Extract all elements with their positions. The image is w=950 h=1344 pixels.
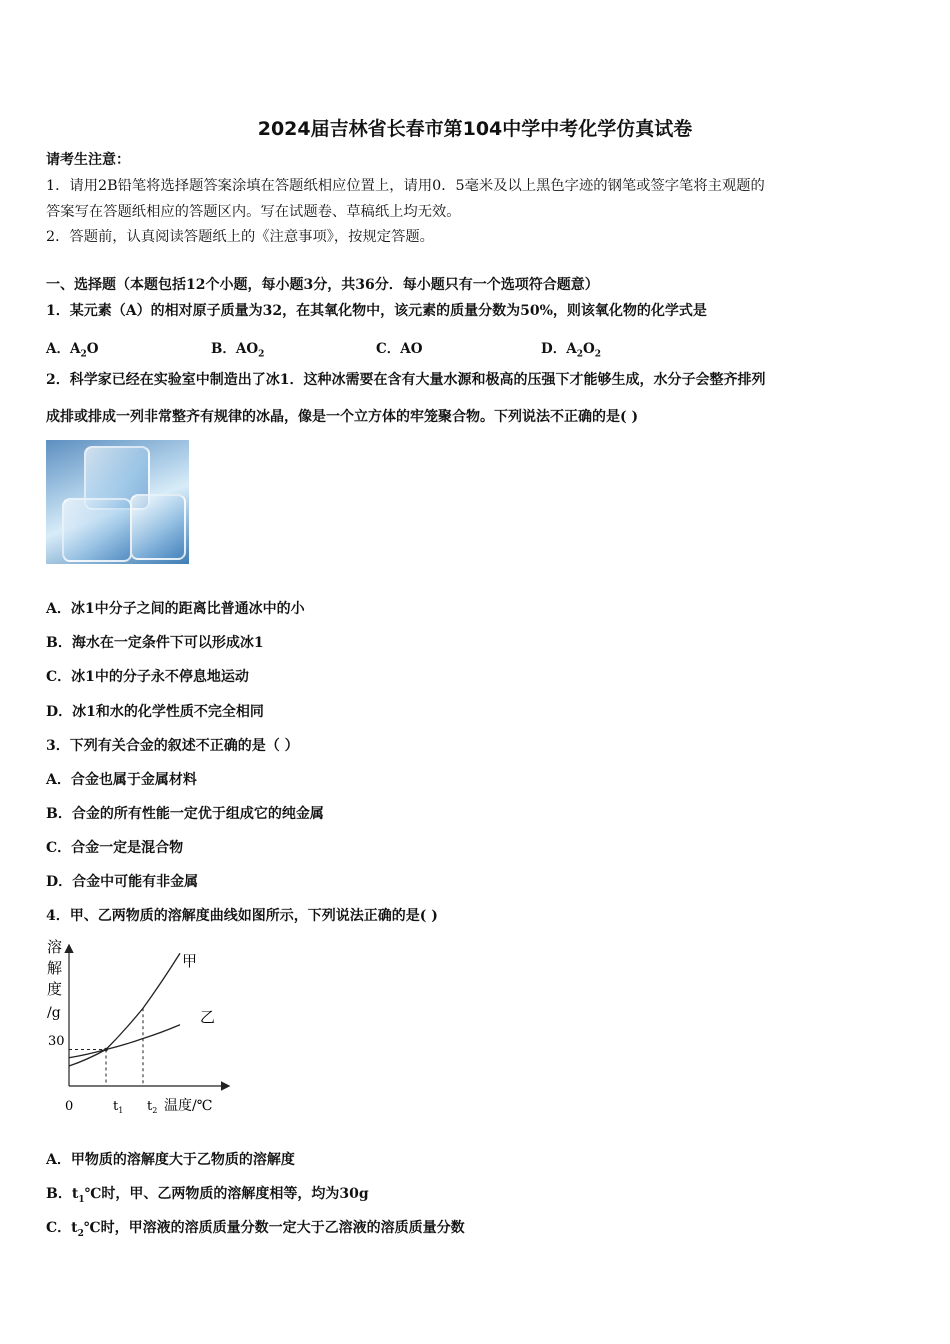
- notice-item-1-line-2: 答案写在答题纸相应的答题区内。写在试题卷、草稿纸上均无效。: [46, 204, 461, 220]
- q2-option-c: C．冰1中的分子永不停息地运动: [46, 669, 249, 685]
- curve-label-yi: 乙: [200, 1008, 216, 1026]
- q3-stem: 3．下列有关合金的叙述不正确的是（ ）: [46, 738, 299, 754]
- ice-cubes-image: [46, 440, 189, 564]
- x-tick-t2: $t_2$: [147, 1099, 158, 1115]
- y-tick-30: 30: [48, 1034, 65, 1049]
- q1-option-c: C．AO: [376, 341, 423, 357]
- section-heading-choice: 一、选择题（本题包括12个小题，每小题3分，共36分．每小题只有一个选项符合题意）: [46, 277, 599, 293]
- y-label-char-3: 度: [47, 980, 63, 998]
- q2-stem-line-1: 2．科学家已经在实验室中制造出了冰1．这种冰需要在含有大量水源和极高的压强下才能够生成，水分子会整齐排列: [46, 372, 766, 388]
- q4-option-c: C．$t_2℃$时，甲溶液的溶质质量分数一定大于乙溶液的溶质质量分数: [46, 1220, 465, 1239]
- q2-option-b: B．海水在一定条件下可以形成冰1: [46, 635, 264, 651]
- curve-jia: [69, 953, 180, 1066]
- x-axis-label: 温度/℃: [164, 1098, 213, 1114]
- origin-label: 0: [65, 1099, 74, 1114]
- y-label-char-4: /g: [47, 1005, 61, 1021]
- q3-option-a: A．合金也属于金属材料: [46, 772, 197, 788]
- ice-cube-right: [130, 494, 186, 560]
- chart-marks: [69, 953, 180, 1086]
- q3-option-d: D．合金中可能有非金属: [46, 874, 199, 890]
- notice-heading: 请考生注意：: [46, 152, 130, 168]
- q2-option-d: D．冰1和水的化学性质不完全相同: [46, 704, 264, 720]
- q4-option-a: A．甲物质的溶解度大于乙物质的溶解度: [46, 1152, 295, 1168]
- q2-option-a: A．冰1中分子之间的距离比普通冰中的小: [46, 601, 305, 617]
- q2-stem-line-2: 成排或排成一列非常整齐有规律的冰晶，像是一个立方体的牢笼聚合物。下列说法不正确的是( ): [46, 409, 639, 425]
- notice-item-2: 2．答题前，认真阅读答题纸上的《注意事项》，按规定答题。: [46, 229, 434, 245]
- x-tick-t1: $t_1$: [113, 1099, 124, 1115]
- q1-option-a: A．$A_2O$: [46, 341, 99, 360]
- intersection-point: [104, 1048, 108, 1052]
- q1-option-d: D．$A_2O_2$: [541, 341, 601, 360]
- q4-option-b: B．$t_1℃$时，甲、乙两物质的溶解度相等，均为30g: [46, 1186, 369, 1205]
- curve-label-jia: 甲: [182, 952, 198, 970]
- q1-stem: 1．某元素（A）的相对原子质量为32，在其氧化物中，该元素的质量分数为50%，则该氧化物的化学式是: [46, 303, 707, 319]
- q3-option-c: C．合金一定是混合物: [46, 840, 184, 856]
- y-label-char-1: 溶: [47, 938, 63, 956]
- ice-cube-left: [62, 498, 132, 562]
- q4-stem: 4．甲、乙两物质的溶解度曲线如图所示，下列说法正确的是( ): [46, 908, 438, 924]
- y-label-char-2: 解: [47, 959, 63, 977]
- solubility-chart: [40, 938, 240, 1123]
- q3-option-b: B．合金的所有性能一定优于组成它的纯金属: [46, 806, 324, 822]
- q1-option-b: B．$AO_2$: [211, 341, 265, 360]
- notice-item-1-line-1: 1．请用2B铅笔将选择题答案涂填在答题纸相应位置上，请用0．5毫米及以上黑色字迹的钢笔或签字笔将主观题的: [46, 178, 765, 194]
- page-title: 2024届吉林省长春市第104中学中考化学仿真试卷: [257, 118, 693, 140]
